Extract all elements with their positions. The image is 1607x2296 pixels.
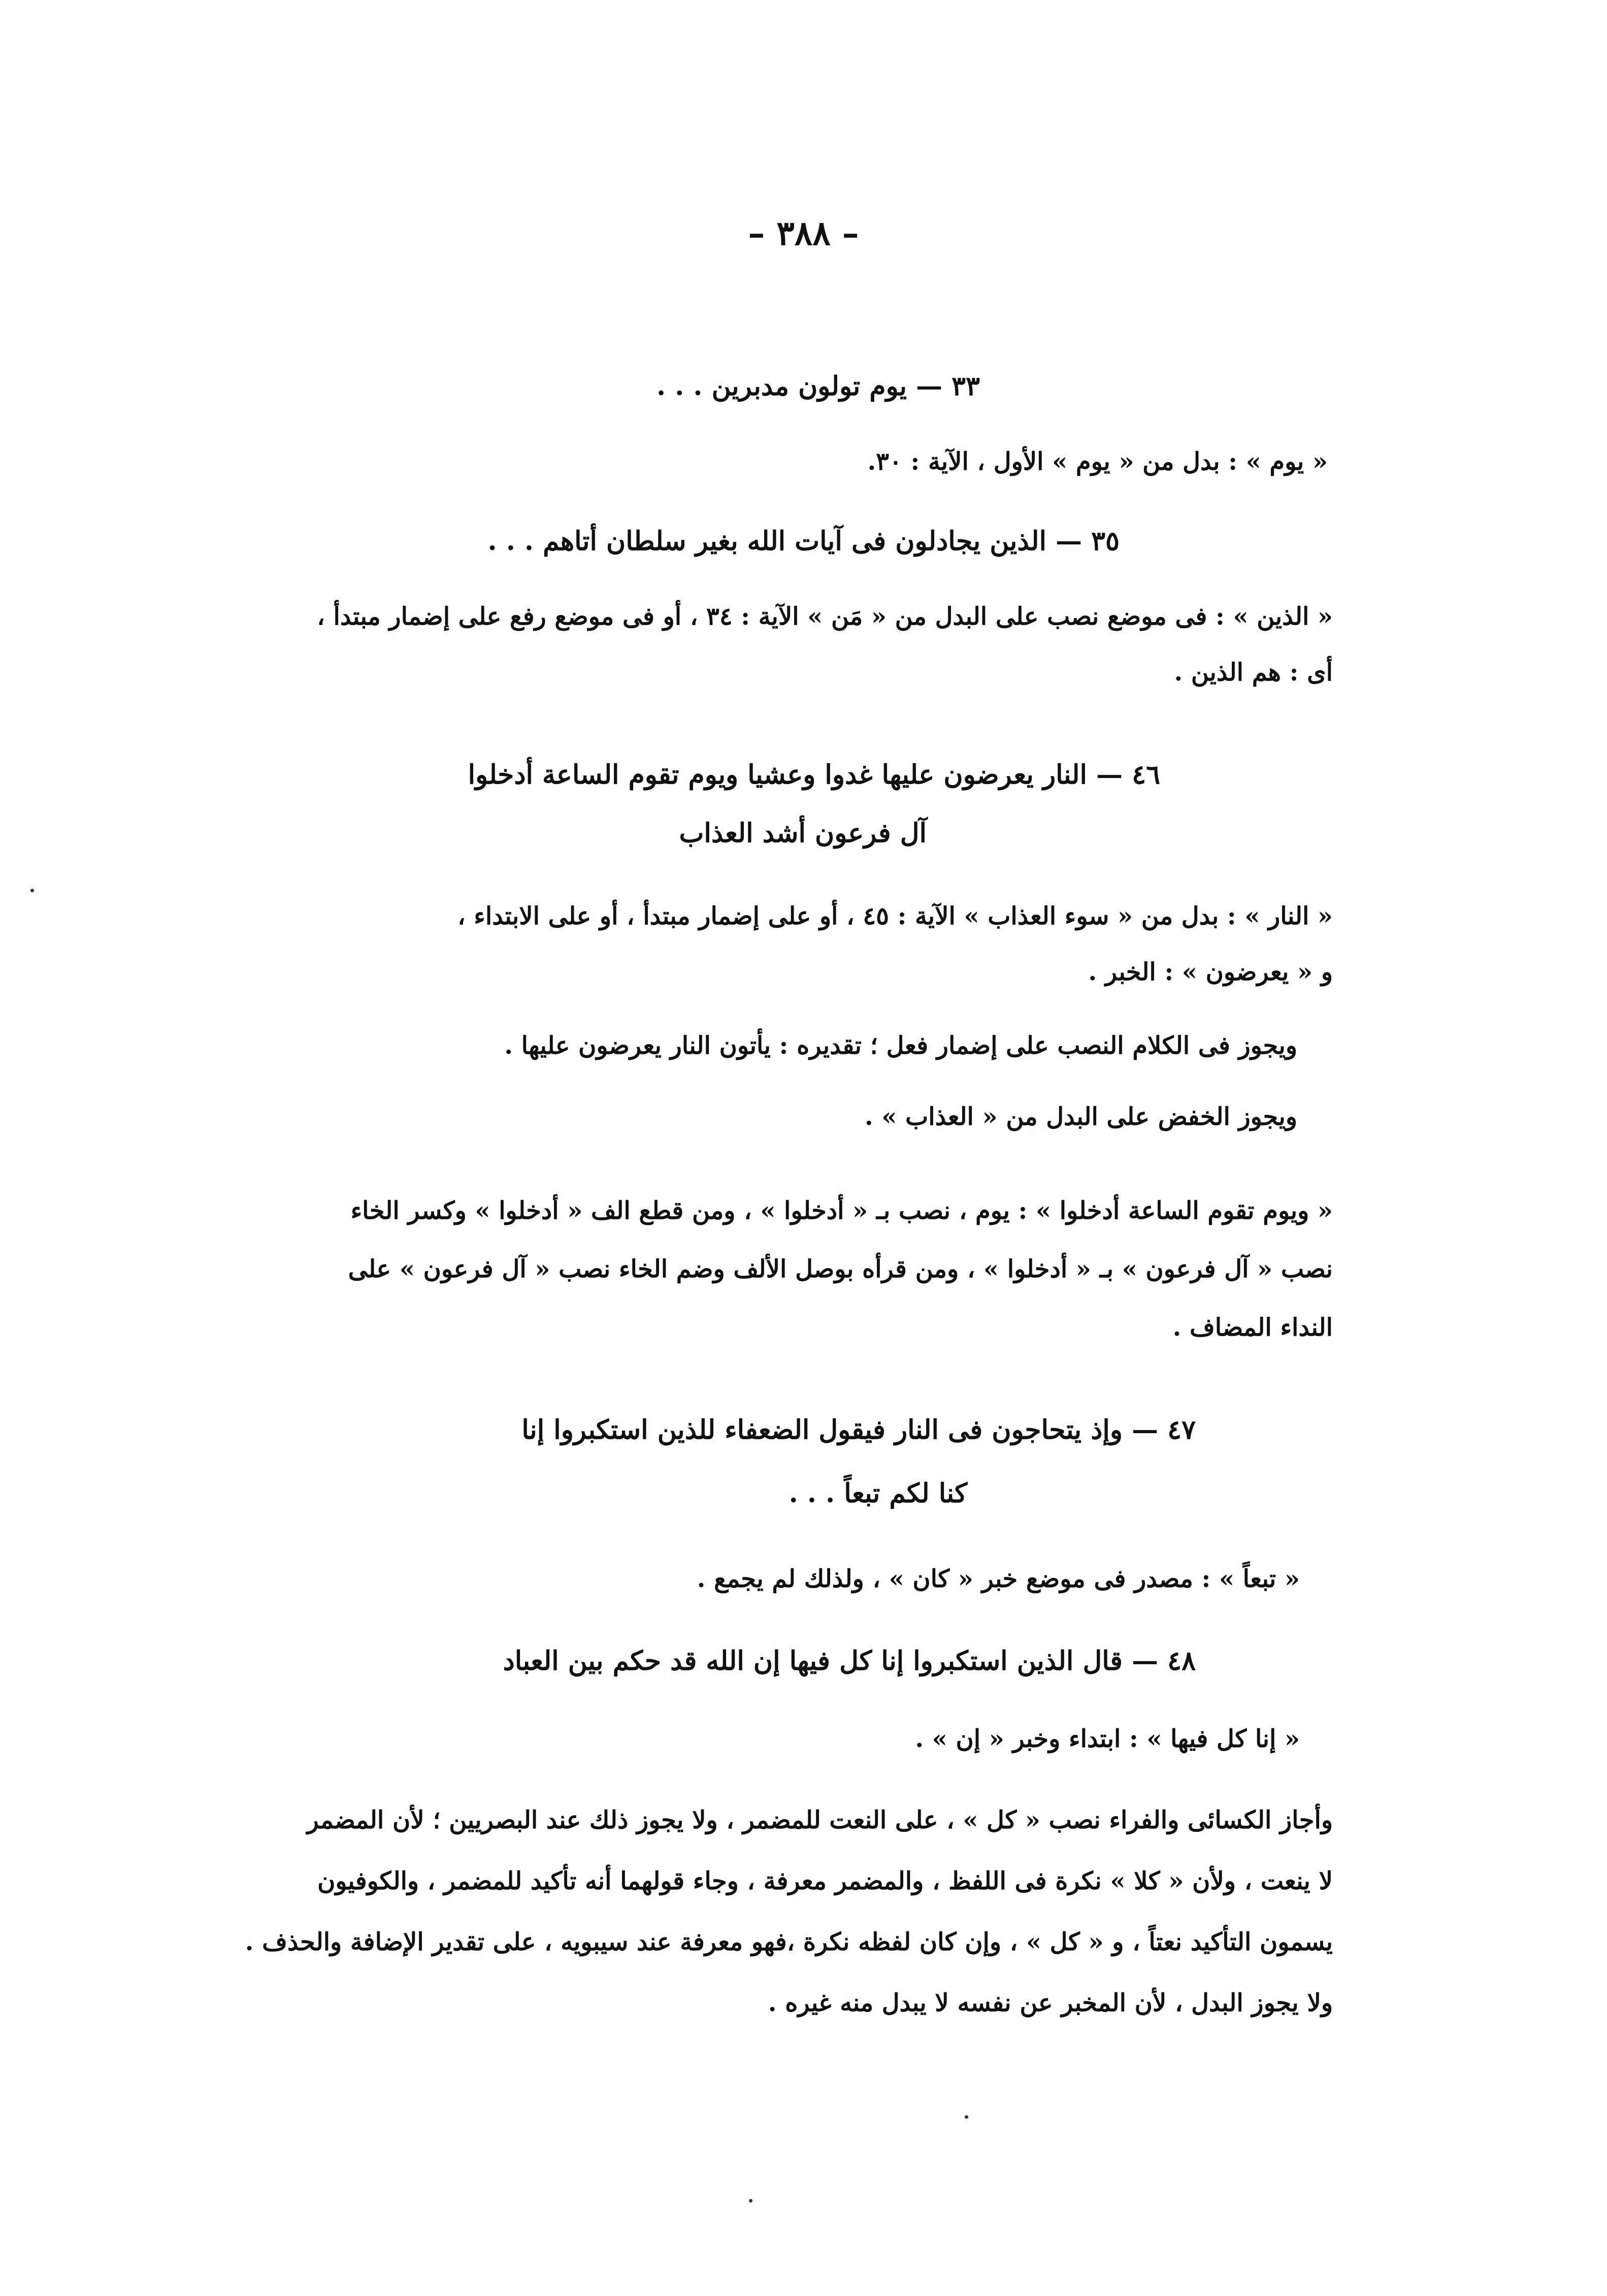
comment-46-4-line-2: نصب « آل فرعون » بـ « أدخلوا » ، ومن قرأه بوصل الألف وضم الخاء نصب « آل فرعون » على: [348, 1255, 1333, 1283]
comment-48-2-line-1: وأجاز الكسائى والفراء نصب « كل » ، على النعت للمضمر ، ولا يجوز ذلك عند البصريين ؛ لأن المضمر: [307, 1806, 1333, 1834]
verse-46-line-2: آل فرعون أشد العذاب: [679, 818, 927, 849]
comment-35-line-2: أى : هم الذين .: [1174, 658, 1333, 687]
comment-47-1: « تبعاً » : مصدر فى موضع خبر « كان » ، ولذلك لم يجمع .: [697, 1565, 1300, 1593]
comment-46-1-line-2: و « يعرضون » : الخبر .: [1088, 958, 1333, 986]
comment-46-4-line-1: « ويوم تقوم الساعة أدخلوا » : يوم ، نصب بـ « أدخلوا » ، ومن قطع الف « أدخلوا » وكسر الخاء: [350, 1196, 1333, 1225]
comment-46-4-line-3: النداء المضاف .: [1172, 1313, 1333, 1342]
verse-47-line-2: كنا لكم تبعاً . . .: [789, 1478, 967, 1509]
comment-48-2-line-3: يسمون التأكيد نعتاً ، و « كل » ، وإن كان لفظه نكرة ،فهو معرفة عند سيبويه ، على تقدير الإضافة والحذف .: [245, 1928, 1333, 1956]
verse-47-line-1: ٤٧ — وإذ يتحاجون فى النار فيقول الضعفاء للذين استكبروا إنا: [521, 1414, 1196, 1445]
comment-46-3: ويجوز الخفض على البدل من « العذاب » .: [864, 1103, 1297, 1131]
comment-46-2: ويجوز فى الكلام النصب على إضمار فعل ؛ تقديره : يأتون النار يعرضون عليها .: [504, 1031, 1297, 1060]
comment-46-1-line-1: « النار » : بدل من « سوء العذاب » الآية : ٤٥ ، أو على إضمار مبتدأ ، أو على الابتداء ،: [457, 902, 1333, 930]
scan-speck: [30, 889, 34, 892]
verse-33: ٣٣ — يوم تولون مدبرين . . .: [656, 371, 980, 402]
scan-speck: [749, 2199, 752, 2203]
scan-speck: [965, 2115, 968, 2119]
comment-48-2-line-4: ولا يجوز البدل ، لأن المخبر عن نفسه لا يبدل منه غيره .: [768, 1989, 1333, 2017]
comment-48-1: « إنا كل فيها » : ابتداء وخبر « إن » .: [915, 1725, 1300, 1753]
verse-35: ٣٥ — الذين يجادلون فى آيات الله بغير سلطان أتاهم . . .: [487, 526, 1120, 557]
verse-46-line-1: ٤٦ — النار يعرضون عليها غدوا وعشيا ويوم تقوم الساعة أدخلوا: [468, 759, 1160, 790]
comment-35-line-1: « الذين » : فى موضع نصب على البدل من « مَن » الآية : ٣٤ ، أو فى موضع رفع على إضمار مبتدأ ،: [317, 602, 1333, 631]
comment-33-1: « يوم » : بدل من « يوم » الأول ، الآية : ٣٠.: [867, 447, 1328, 476]
comment-48-2-line-2: لا ينعت ، ولأن « كلا » نكرة فى اللفظ ، والمضمر معرفة ، وجاء قولهما أنه تأكيد للمضمر ، والكوفيون: [317, 1867, 1333, 1895]
verse-48: ٤٨ — قال الذين استكبروا إنا كل فيها إن الله قد حكم بين العباد: [503, 1645, 1196, 1676]
page-number: – ٣٨٨ –: [748, 213, 859, 253]
